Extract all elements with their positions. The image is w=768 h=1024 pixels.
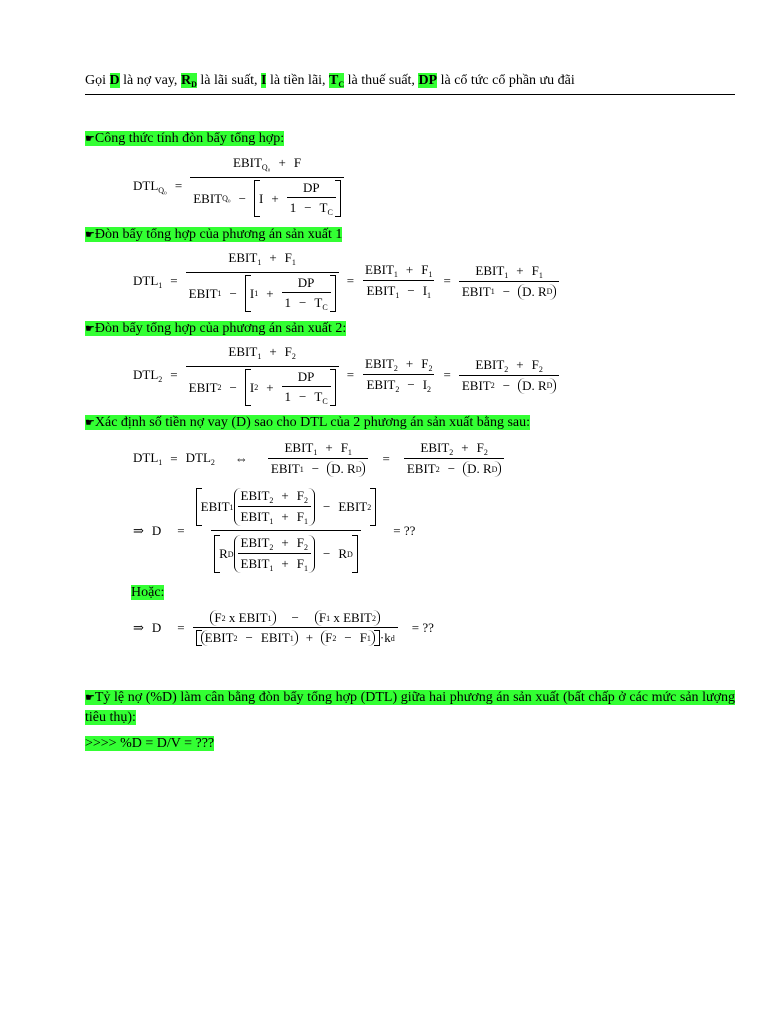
formula-d-2: ⇒ D = F 2 x EBIT 1 − F 1 x EBIT 2 EBIT 2 − EBIT 1 + F 2 − F 1 · k d = ??: [133, 610, 434, 645]
symbol-rd: $R_D$: [180, 73, 197, 89]
intro-line: [85, 72, 575, 94]
intro-text: là tiền lãi,: [266, 73, 330, 88]
formula-dtl-1: $DTL_1$ = $EBIT_1 + F_1$ EBIT 1 − I 1 + $\frac{DP}{1 - T_C}$ = $\frac{EBIT_1 + F_1}{EBIT_1 - I_1}$ = $EBIT_1 + F_1$ EBIT 1 − D. R D: [133, 250, 559, 312]
or-label: Hoặc:: [131, 585, 165, 600]
symbol-dp: DP: [418, 73, 438, 88]
symbol-d: D: [109, 73, 120, 88]
symbol-tc: $T_C$: [329, 73, 345, 89]
debt-ratio-line: >>>> %D = D/V = ???: [85, 736, 215, 751]
intro-text: là cổ tức cổ phần ưu đãi: [437, 73, 575, 88]
intro-text: là lãi suất,: [196, 73, 261, 88]
section-heading-2: ☛Đòn bẩy tổng hợp của phương án sản xuất 1: [85, 227, 343, 242]
hand-icon: ☛: [85, 229, 95, 241]
formula-dtl-general: $DTL_{Q_0}$ = $EBIT_{Q_0} + F$ EBIT Q₀ − I + $\frac{DP}{1 - T_C}$: [133, 155, 344, 217]
section-heading-5: ☛Tỷ lệ nợ (%D) làm cân bằng đòn bẩy tổng hợp (DTL) giữa hai phương án sản xuất (bất chấp ở các mức sản lượng tiêu thụ):: [85, 690, 735, 725]
hand-icon: ☛: [85, 323, 95, 335]
symbol-i: I: [261, 73, 267, 88]
formula-d-1: ⇒ D = EBIT 1 $\frac{EBIT_2 + F_2}{EBIT_1 + F_1}$ − EBIT 2 R D $\frac{EBIT_2 + F_2}{EBIT_1 + F_1}$ − R D = ??: [133, 488, 416, 573]
header-rule: [85, 94, 735, 95]
section-heading-1: ☛Công thức tính đòn bẩy tổng hợp:: [85, 131, 285, 146]
intro-text: là nợ vay,: [119, 73, 181, 88]
section-heading-3: ☛Đòn bẩy tổng hợp của phương án sản xuất 2:: [85, 321, 347, 336]
section-heading-4: ☛Xác định số tiền nợ vay (D) sao cho DTL của 2 phương án sản xuất bằng sau:: [85, 415, 531, 430]
hand-icon: ☛: [85, 417, 95, 429]
hand-icon: ☛: [85, 133, 95, 145]
intro-text: là thuế suất,: [344, 73, 419, 88]
formula-dtl-equality: $DTL_1$ = $DTL_2$ ⇔ $EBIT_1 + F_1$ EBIT 1 − D. R D = $EBIT_2 + F_2$ EBIT 2 − D. R D: [133, 440, 504, 477]
formula-dtl-2: $DTL_2$ = $EBIT_1 + F_2$ EBIT 2 − I 2 + $\frac{DP}{1 - T_C}$ = $\frac{EBIT_2 + F_2}{EBIT_2 - I_2}$ = $EBIT_2 + F_2$ EBIT 2 − D. R D: [133, 344, 559, 406]
intro-text: Gọi: [85, 73, 110, 88]
hand-icon: ☛: [85, 692, 95, 704]
